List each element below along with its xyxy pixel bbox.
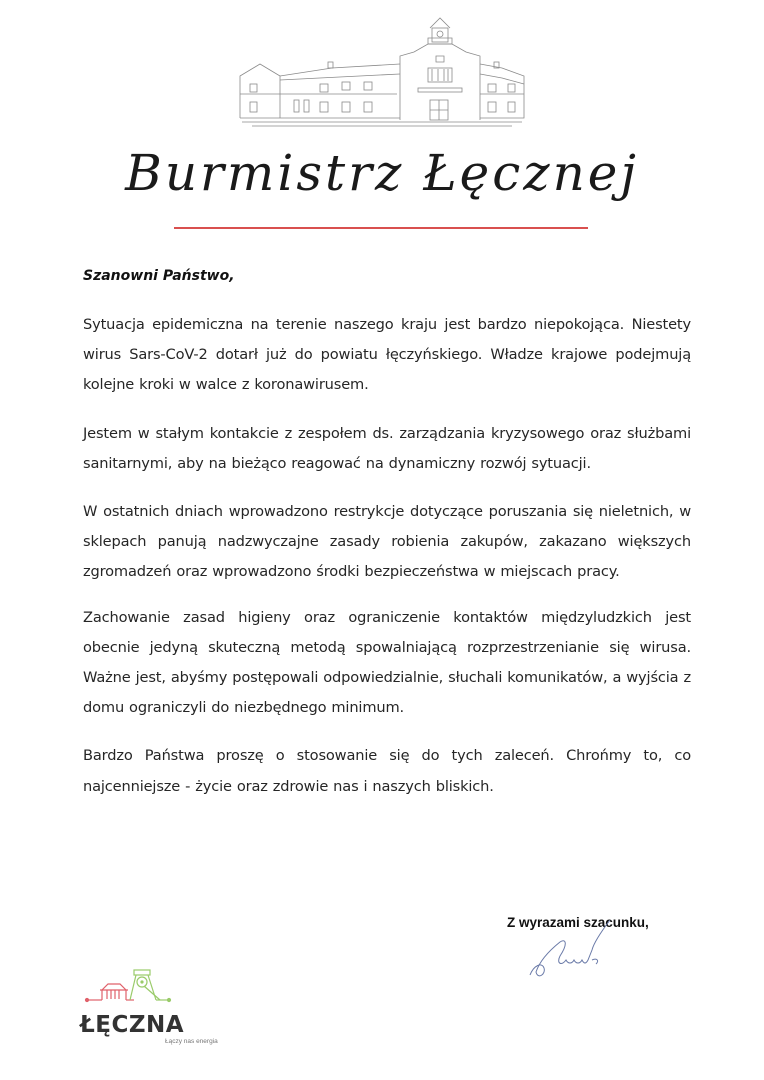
- paragraph-3: W ostatnich dniach wprowadzono restrykcje dotyczące poruszania się nieletnich, w sklepach panują nadzwyczajne zasady robienia zakupów, zakazano większych zgromadzeń oraz wprowadzono środki bezpieczeństwa w miejscach pracy.: [83, 503, 691, 581]
- page-title: Burmistrz Łęcznej: [125, 144, 639, 202]
- paragraph-4: Zachowanie zasad higieny oraz ograniczenie kontaktów międzyludzkich jest obecnie jedyną skuteczną metodą spowalniającą rozprzestrzenianie się wirusa. Ważne jest, abyśmy postępowali odpowiedzialnie, słuchali komunikatów, a wyjścia z domu ograniczyli do niezbędnego minimum.: [83, 608, 691, 717]
- logo-wordmark: ŁĘCZNA: [80, 1012, 185, 1038]
- paragraph-2: Jestem w stałym kontakcie z zespołem ds. zarządzania kryzysowego oraz służbami sanitarnymi, aby na bieżąco reagować na dynamiczny rozwój sytuacji.: [83, 424, 691, 472]
- handwritten-signature: [520, 920, 640, 990]
- paragraph-1: Sytuacja epidemiczna na terenie naszego kraju jest bardzo niepokojąca. Niestety wirus Sars-CoV-2 dotarł już do powiatu łęczyńskiego. Władze krajowe podejmują kolejne kroki w walce z koronawirusem.: [83, 316, 691, 394]
- salutation: Szanowni Państwo,: [83, 268, 235, 284]
- logo-tagline: Łączy nas energia: [165, 1038, 218, 1045]
- title-divider: [174, 227, 588, 229]
- closing-line: Z wyrazami szacunku,: [507, 915, 649, 930]
- paragraph-5: Bardzo Państwa proszę o stosowanie się do tych zaleceń. Chrońmy to, co najcenniejsze - życie oraz zdrowie nas i naszych bliskich.: [83, 747, 691, 795]
- town-hall-illustration: [232, 14, 532, 130]
- letter-body: [83, 310, 691, 820]
